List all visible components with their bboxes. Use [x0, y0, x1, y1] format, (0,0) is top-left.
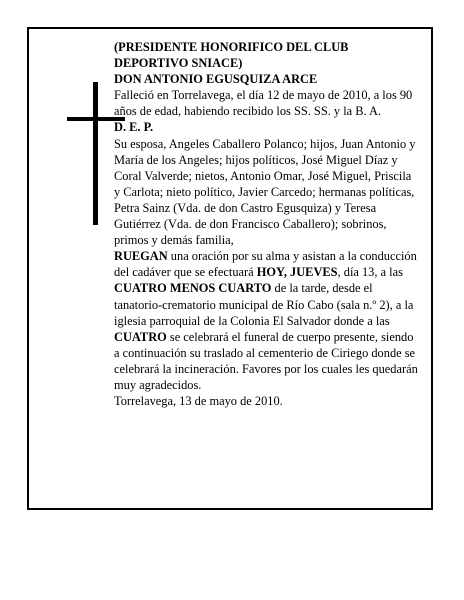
- cuatro-text: CUATRO: [114, 329, 167, 344]
- family-list: Su esposa, Angeles Caballero Polanco; hijos, Juan Antonio y María de los Angeles; hijos políticos, José Miguel Díaz y Coral Valverde; nietos, Antonio Omar, José Miguel, Priscila y Carlota; nieto político, Javier Carcedo; hermanas políticas, Petra Sainz (Vda. de don Castro Egusquiza) y Teresa Gutiérrez (Vda. de don Francisco Caballero); sobrinos, primos y demás familia,: [114, 136, 416, 248]
- ruegan-text: RUEGAN: [114, 249, 168, 264]
- request-paragraph: [114, 248, 419, 393]
- obituary-text: [114, 39, 419, 409]
- tarde-text: de la tarde, desde el tanatorio-crematorio municipal de Río Cabo (sala n.º 2), a la iglesia parroquial de la Colonia El Salvador donde a las: [114, 281, 414, 328]
- death-statement: Falleció en Torrelavega, el día 12 de mayo de 2010, a los 90 años de edad, habiendo recibido los SS. SS. y la B. A.: [114, 88, 413, 119]
- deceased-name: DON ANTONIO EGUSQUIZA ARCE: [114, 72, 318, 87]
- funeral-text: se celebrará el funeral de cuerpo presente, siendo a continuación su traslado al cementerio de Ciriego donde se celebrará la incineración. Favores por los cuales les quedarán muy agradecidos.: [114, 329, 418, 392]
- title-position: (PRESIDENTE HONORIFICO DEL CLUB DEPORTIVO SNIACE): [114, 40, 349, 71]
- hoy-jueves-text: HOY, JUEVES: [256, 265, 338, 280]
- ruegan-rest: una oración por su alma y asistan a la conducción del cadáver que se efectuará: [114, 249, 417, 280]
- dia13-text: , día 13, a las: [337, 265, 403, 280]
- cross-icon: [93, 82, 98, 225]
- hora-text: CUATRO MENOS CUARTO: [114, 281, 272, 296]
- dep-line: D. E. P.: [114, 120, 154, 135]
- place-date: Torrelavega, 13 de mayo de 2010.: [114, 394, 283, 409]
